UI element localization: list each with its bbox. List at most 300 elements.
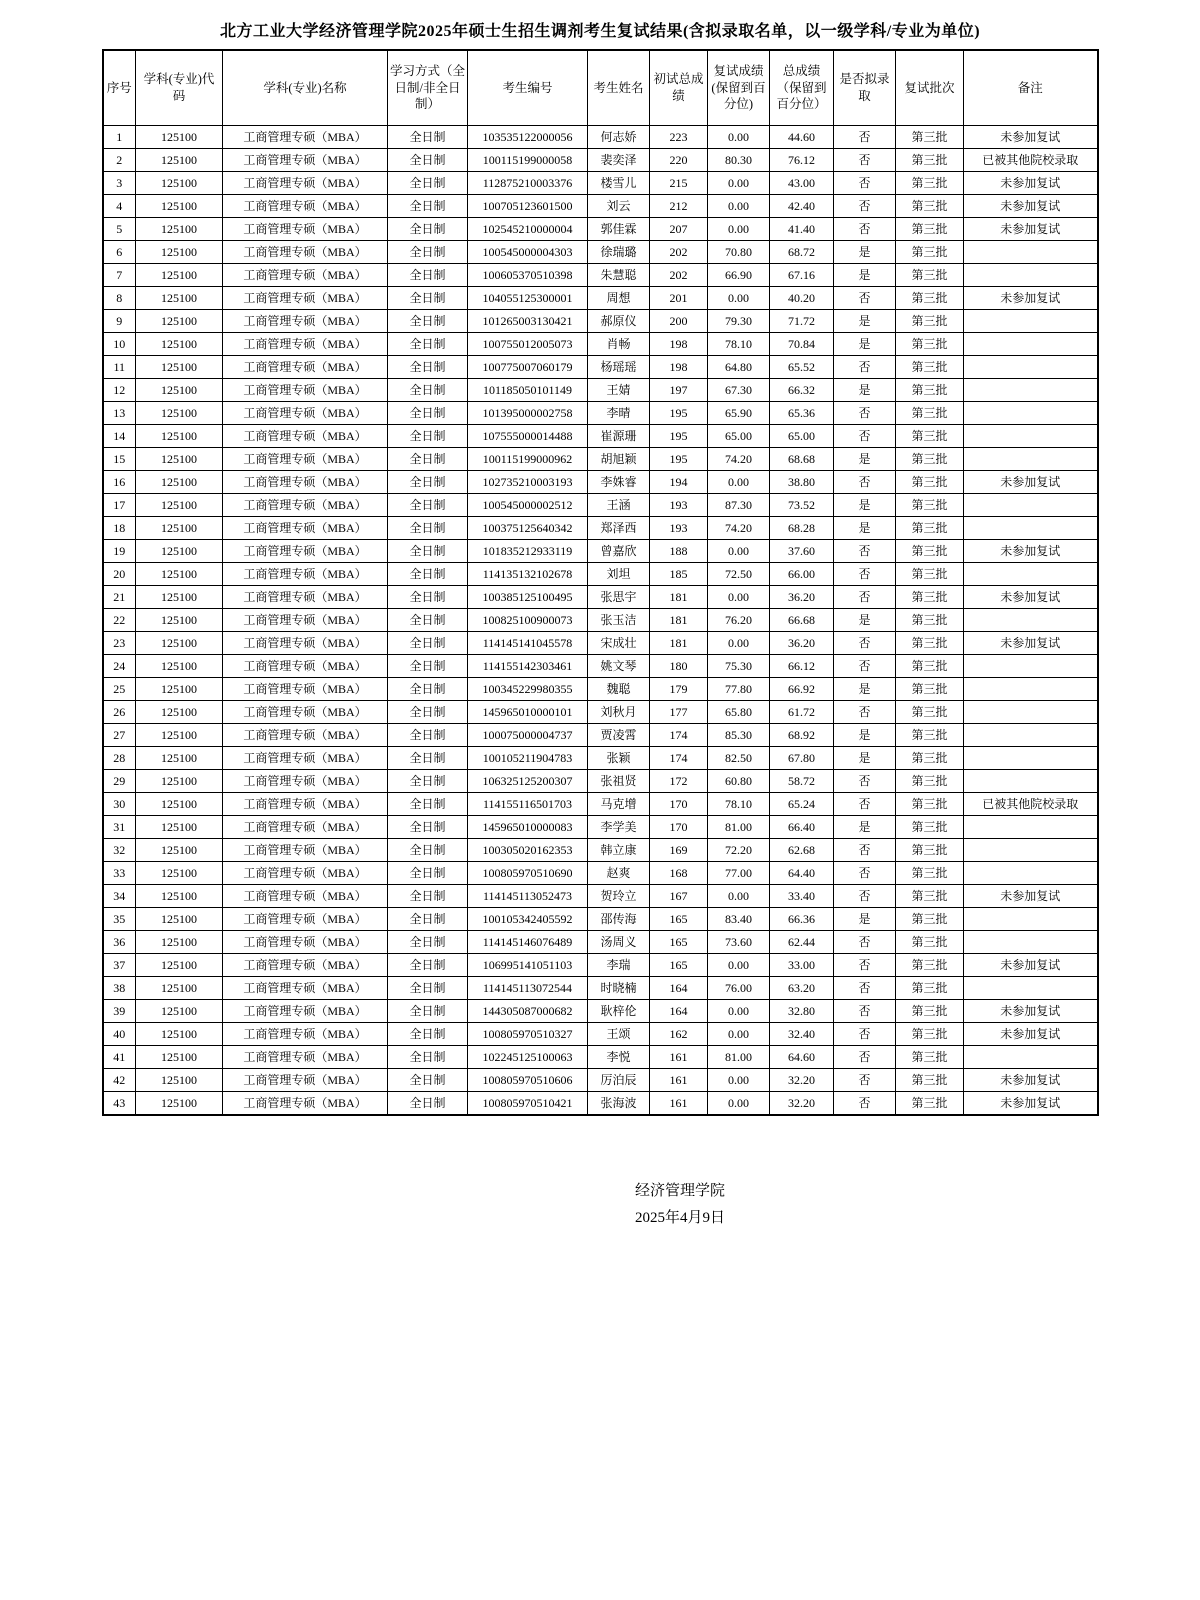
cell-admitted: 否 xyxy=(834,126,896,149)
cell-retest-score: 78.10 xyxy=(708,793,770,816)
cell-retest-score: 85.30 xyxy=(708,724,770,747)
cell-total-score: 71.72 xyxy=(770,310,834,333)
cell-subject-name: 工商管理专硕（MBA） xyxy=(223,448,388,471)
cell-initial-score: 220 xyxy=(650,149,708,172)
cell-retest-batch: 第三批 xyxy=(896,494,964,517)
cell-subject-name: 工商管理专硕（MBA） xyxy=(223,1069,388,1092)
cell-retest-score: 87.30 xyxy=(708,494,770,517)
cell-remark xyxy=(964,678,1098,701)
cell-index: 38 xyxy=(103,977,136,1000)
cell-subject-code: 125100 xyxy=(136,517,223,540)
table-row xyxy=(103,1046,1098,1069)
cell-retest-score: 0.00 xyxy=(708,471,770,494)
cell-subject-code: 125100 xyxy=(136,885,223,908)
cell-total-score: 33.00 xyxy=(770,954,834,977)
cell-candidate-id: 114145146076489 xyxy=(468,931,588,954)
cell-retest-batch: 第三批 xyxy=(896,839,964,862)
table-row xyxy=(103,770,1098,793)
cell-subject-code: 125100 xyxy=(136,839,223,862)
cell-retest-batch: 第三批 xyxy=(896,816,964,839)
cell-initial-score: 200 xyxy=(650,310,708,333)
cell-initial-score: 161 xyxy=(650,1069,708,1092)
cell-retest-batch: 第三批 xyxy=(896,609,964,632)
cell-candidate-name: 李悦 xyxy=(588,1046,650,1069)
cell-index: 22 xyxy=(103,609,136,632)
cell-retest-score: 0.00 xyxy=(708,195,770,218)
table-row xyxy=(103,609,1098,632)
cell-remark xyxy=(964,908,1098,931)
cell-subject-name: 工商管理专硕（MBA） xyxy=(223,747,388,770)
cell-admitted: 否 xyxy=(834,563,896,586)
cell-initial-score: 169 xyxy=(650,839,708,862)
cell-candidate-id: 103535122000056 xyxy=(468,126,588,149)
cell-candidate-name: 时晓楠 xyxy=(588,977,650,1000)
cell-subject-code: 125100 xyxy=(136,954,223,977)
cell-subject-code: 125100 xyxy=(136,609,223,632)
table-row xyxy=(103,310,1098,333)
cell-study-mode: 全日制 xyxy=(388,885,468,908)
cell-admitted: 否 xyxy=(834,632,896,655)
cell-retest-score: 77.00 xyxy=(708,862,770,885)
cell-candidate-name: 张玉洁 xyxy=(588,609,650,632)
cell-subject-name: 工商管理专硕（MBA） xyxy=(223,149,388,172)
cell-retest-score: 0.00 xyxy=(708,1092,770,1116)
cell-admitted: 否 xyxy=(834,701,896,724)
cell-subject-code: 125100 xyxy=(136,1023,223,1046)
cell-total-score: 68.68 xyxy=(770,448,834,471)
cell-retest-score: 75.30 xyxy=(708,655,770,678)
cell-subject-name: 工商管理专硕（MBA） xyxy=(223,954,388,977)
cell-subject-name: 工商管理专硕（MBA） xyxy=(223,632,388,655)
cell-initial-score: 207 xyxy=(650,218,708,241)
header-cell: 学科(专业)代码 xyxy=(136,50,223,126)
cell-retest-batch: 第三批 xyxy=(896,724,964,747)
cell-total-score: 36.20 xyxy=(770,632,834,655)
cell-candidate-name: 何志娇 xyxy=(588,126,650,149)
cell-admitted: 是 xyxy=(834,264,896,287)
table-row xyxy=(103,241,1098,264)
cell-subject-code: 125100 xyxy=(136,655,223,678)
cell-study-mode: 全日制 xyxy=(388,195,468,218)
table-row xyxy=(103,563,1098,586)
cell-candidate-name: 厉泊辰 xyxy=(588,1069,650,1092)
cell-study-mode: 全日制 xyxy=(388,816,468,839)
cell-subject-name: 工商管理专硕（MBA） xyxy=(223,931,388,954)
cell-admitted: 否 xyxy=(834,977,896,1000)
cell-study-mode: 全日制 xyxy=(388,931,468,954)
cell-study-mode: 全日制 xyxy=(388,1069,468,1092)
cell-study-mode: 全日制 xyxy=(388,287,468,310)
cell-subject-name: 工商管理专硕（MBA） xyxy=(223,977,388,1000)
cell-subject-code: 125100 xyxy=(136,195,223,218)
cell-candidate-name: 李瑞 xyxy=(588,954,650,977)
cell-study-mode: 全日制 xyxy=(388,126,468,149)
cell-subject-name: 工商管理专硕（MBA） xyxy=(223,793,388,816)
cell-subject-code: 125100 xyxy=(136,287,223,310)
cell-subject-code: 125100 xyxy=(136,333,223,356)
cell-subject-code: 125100 xyxy=(136,816,223,839)
page-title: 北方工业大学经济管理学院2025年硕士生招生调剂考生复试结果(含拟录取名单，以一级学科/专业为单位) xyxy=(219,23,981,40)
header-cell: 备注 xyxy=(964,50,1098,126)
cell-retest-batch: 第三批 xyxy=(896,655,964,678)
cell-total-score: 64.40 xyxy=(770,862,834,885)
cell-subject-code: 125100 xyxy=(136,724,223,747)
cell-candidate-name: 周想 xyxy=(588,287,650,310)
cell-subject-name: 工商管理专硕（MBA） xyxy=(223,471,388,494)
cell-retest-score: 81.00 xyxy=(708,1046,770,1069)
cell-index: 32 xyxy=(103,839,136,862)
cell-admitted: 是 xyxy=(834,517,896,540)
cell-remark: 已被其他院校录取 xyxy=(964,793,1098,816)
cell-subject-name: 工商管理专硕（MBA） xyxy=(223,517,388,540)
cell-initial-score: 161 xyxy=(650,1092,708,1116)
table-row xyxy=(103,126,1098,149)
table-row xyxy=(103,471,1098,494)
cell-subject-code: 125100 xyxy=(136,264,223,287)
header-cell: 复试成绩(保留到百分位) xyxy=(708,50,770,126)
cell-initial-score: 223 xyxy=(650,126,708,149)
cell-subject-name: 工商管理专硕（MBA） xyxy=(223,126,388,149)
cell-candidate-id: 100805970510606 xyxy=(468,1069,588,1092)
cell-remark: 未参加复试 xyxy=(964,632,1098,655)
cell-subject-name: 工商管理专硕（MBA） xyxy=(223,356,388,379)
cell-subject-code: 125100 xyxy=(136,770,223,793)
cell-initial-score: 174 xyxy=(650,724,708,747)
cell-total-score: 43.00 xyxy=(770,172,834,195)
cell-initial-score: 181 xyxy=(650,586,708,609)
cell-retest-batch: 第三批 xyxy=(896,678,964,701)
cell-initial-score: 162 xyxy=(650,1023,708,1046)
cell-index: 11 xyxy=(103,356,136,379)
cell-index: 15 xyxy=(103,448,136,471)
header-cell: 初试总成绩 xyxy=(650,50,708,126)
cell-initial-score: 164 xyxy=(650,977,708,1000)
header-cell: 总成绩（保留到百分位） xyxy=(770,50,834,126)
cell-study-mode: 全日制 xyxy=(388,609,468,632)
table-row xyxy=(103,149,1098,172)
cell-index: 6 xyxy=(103,241,136,264)
cell-subject-code: 125100 xyxy=(136,494,223,517)
cell-retest-score: 74.20 xyxy=(708,517,770,540)
cell-remark xyxy=(964,655,1098,678)
cell-initial-score: 201 xyxy=(650,287,708,310)
cell-admitted: 是 xyxy=(834,908,896,931)
cell-remark xyxy=(964,701,1098,724)
cell-subject-name: 工商管理专硕（MBA） xyxy=(223,287,388,310)
table-row xyxy=(103,862,1098,885)
cell-candidate-id: 114155142303461 xyxy=(468,655,588,678)
cell-index: 35 xyxy=(103,908,136,931)
cell-index: 21 xyxy=(103,586,136,609)
cell-candidate-id: 145965010000083 xyxy=(468,816,588,839)
cell-study-mode: 全日制 xyxy=(388,862,468,885)
cell-admitted: 否 xyxy=(834,931,896,954)
cell-remark xyxy=(964,609,1098,632)
cell-subject-name: 工商管理专硕（MBA） xyxy=(223,862,388,885)
cell-index: 40 xyxy=(103,1023,136,1046)
cell-study-mode: 全日制 xyxy=(388,172,468,195)
cell-total-score: 66.40 xyxy=(770,816,834,839)
cell-study-mode: 全日制 xyxy=(388,632,468,655)
table-row xyxy=(103,333,1098,356)
table-row xyxy=(103,586,1098,609)
cell-admitted: 是 xyxy=(834,816,896,839)
cell-index: 29 xyxy=(103,770,136,793)
cell-remark xyxy=(964,1046,1098,1069)
cell-retest-score: 0.00 xyxy=(708,218,770,241)
cell-total-score: 67.16 xyxy=(770,264,834,287)
cell-candidate-name: 邵传海 xyxy=(588,908,650,931)
cell-retest-batch: 第三批 xyxy=(896,425,964,448)
cell-admitted: 是 xyxy=(834,678,896,701)
cell-candidate-id: 101185050101149 xyxy=(468,379,588,402)
cell-study-mode: 全日制 xyxy=(388,333,468,356)
cell-initial-score: 161 xyxy=(650,1046,708,1069)
cell-total-score: 41.40 xyxy=(770,218,834,241)
header-cell: 序号 xyxy=(103,50,136,126)
cell-retest-batch: 第三批 xyxy=(896,218,964,241)
cell-subject-name: 工商管理专硕（MBA） xyxy=(223,241,388,264)
cell-retest-score: 66.90 xyxy=(708,264,770,287)
cell-retest-batch: 第三批 xyxy=(896,333,964,356)
cell-initial-score: 181 xyxy=(650,609,708,632)
cell-remark xyxy=(964,425,1098,448)
cell-remark: 未参加复试 xyxy=(964,471,1098,494)
cell-remark: 未参加复试 xyxy=(964,126,1098,149)
cell-subject-code: 125100 xyxy=(136,448,223,471)
cell-index: 30 xyxy=(103,793,136,816)
cell-candidate-id: 100805970510327 xyxy=(468,1023,588,1046)
cell-total-score: 32.40 xyxy=(770,1023,834,1046)
cell-subject-name: 工商管理专硕（MBA） xyxy=(223,586,388,609)
cell-candidate-name: 张颖 xyxy=(588,747,650,770)
cell-candidate-id: 100345229980355 xyxy=(468,678,588,701)
cell-candidate-name: 李学美 xyxy=(588,816,650,839)
cell-candidate-id: 114145141045578 xyxy=(468,632,588,655)
cell-candidate-id: 102245125100063 xyxy=(468,1046,588,1069)
cell-admitted: 是 xyxy=(834,310,896,333)
cell-total-score: 44.60 xyxy=(770,126,834,149)
cell-candidate-name: 张祖贤 xyxy=(588,770,650,793)
cell-total-score: 32.20 xyxy=(770,1069,834,1092)
cell-index: 9 xyxy=(103,310,136,333)
cell-subject-name: 工商管理专硕（MBA） xyxy=(223,701,388,724)
cell-total-score: 68.28 xyxy=(770,517,834,540)
cell-admitted: 否 xyxy=(834,218,896,241)
cell-total-score: 62.44 xyxy=(770,931,834,954)
cell-retest-score: 74.20 xyxy=(708,448,770,471)
cell-retest-batch: 第三批 xyxy=(896,172,964,195)
cell-candidate-id: 101835212933119 xyxy=(468,540,588,563)
cell-subject-code: 125100 xyxy=(136,149,223,172)
cell-index: 4 xyxy=(103,195,136,218)
cell-candidate-id: 100775007060179 xyxy=(468,356,588,379)
cell-index: 25 xyxy=(103,678,136,701)
table-row xyxy=(103,632,1098,655)
table-row xyxy=(103,885,1098,908)
cell-subject-name: 工商管理专硕（MBA） xyxy=(223,655,388,678)
cell-retest-batch: 第三批 xyxy=(896,517,964,540)
cell-remark: 未参加复试 xyxy=(964,195,1098,218)
cell-remark xyxy=(964,563,1098,586)
cell-initial-score: 197 xyxy=(650,379,708,402)
cell-remark: 未参加复试 xyxy=(964,1023,1098,1046)
cell-retest-score: 0.00 xyxy=(708,1000,770,1023)
table-row xyxy=(103,655,1098,678)
cell-admitted: 是 xyxy=(834,448,896,471)
cell-retest-score: 72.20 xyxy=(708,839,770,862)
cell-study-mode: 全日制 xyxy=(388,471,468,494)
cell-study-mode: 全日制 xyxy=(388,678,468,701)
cell-initial-score: 195 xyxy=(650,425,708,448)
header-cell: 考生编号 xyxy=(468,50,588,126)
cell-retest-batch: 第三批 xyxy=(896,264,964,287)
cell-total-score: 64.60 xyxy=(770,1046,834,1069)
cell-candidate-id: 100075000004737 xyxy=(468,724,588,747)
table-row xyxy=(103,218,1098,241)
cell-subject-code: 125100 xyxy=(136,379,223,402)
cell-remark xyxy=(964,931,1098,954)
header-cell: 学习方式（全日制/非全日制） xyxy=(388,50,468,126)
cell-subject-name: 工商管理专硕（MBA） xyxy=(223,1092,388,1116)
cell-retest-batch: 第三批 xyxy=(896,954,964,977)
cell-candidate-id: 145965010000101 xyxy=(468,701,588,724)
cell-retest-score: 0.00 xyxy=(708,586,770,609)
cell-candidate-id: 104055125300001 xyxy=(468,287,588,310)
cell-index: 13 xyxy=(103,402,136,425)
cell-candidate-id: 100115199000962 xyxy=(468,448,588,471)
cell-remark: 已被其他院校录取 xyxy=(964,149,1098,172)
cell-candidate-name: 楼雪儿 xyxy=(588,172,650,195)
cell-retest-batch: 第三批 xyxy=(896,356,964,379)
cell-total-score: 33.40 xyxy=(770,885,834,908)
cell-retest-score: 0.00 xyxy=(708,632,770,655)
cell-index: 10 xyxy=(103,333,136,356)
cell-subject-code: 125100 xyxy=(136,1000,223,1023)
cell-candidate-name: 朱慧聪 xyxy=(588,264,650,287)
cell-study-mode: 全日制 xyxy=(388,310,468,333)
cell-remark xyxy=(964,862,1098,885)
cell-initial-score: 195 xyxy=(650,448,708,471)
cell-retest-batch: 第三批 xyxy=(896,632,964,655)
cell-index: 34 xyxy=(103,885,136,908)
cell-candidate-id: 101265003130421 xyxy=(468,310,588,333)
cell-study-mode: 全日制 xyxy=(388,149,468,172)
cell-remark: 未参加复试 xyxy=(964,218,1098,241)
cell-total-score: 32.80 xyxy=(770,1000,834,1023)
table-row xyxy=(103,287,1098,310)
cell-remark: 未参加复试 xyxy=(964,172,1098,195)
cell-retest-score: 64.80 xyxy=(708,356,770,379)
cell-retest-batch: 第三批 xyxy=(896,126,964,149)
cell-candidate-name: 曾嘉欣 xyxy=(588,540,650,563)
cell-subject-name: 工商管理专硕（MBA） xyxy=(223,839,388,862)
cell-admitted: 否 xyxy=(834,149,896,172)
cell-retest-score: 65.90 xyxy=(708,402,770,425)
cell-total-score: 65.52 xyxy=(770,356,834,379)
cell-retest-score: 83.40 xyxy=(708,908,770,931)
cell-total-score: 66.68 xyxy=(770,609,834,632)
cell-subject-name: 工商管理专硕（MBA） xyxy=(223,172,388,195)
cell-remark xyxy=(964,724,1098,747)
cell-initial-score: 194 xyxy=(650,471,708,494)
cell-candidate-id: 106995141051103 xyxy=(468,954,588,977)
cell-total-score: 67.80 xyxy=(770,747,834,770)
cell-remark xyxy=(964,747,1098,770)
cell-remark xyxy=(964,356,1098,379)
cell-candidate-name: 郝原仪 xyxy=(588,310,650,333)
cell-retest-batch: 第三批 xyxy=(896,540,964,563)
cell-index: 28 xyxy=(103,747,136,770)
cell-study-mode: 全日制 xyxy=(388,747,468,770)
cell-remark: 未参加复试 xyxy=(964,287,1098,310)
cell-study-mode: 全日制 xyxy=(388,1092,468,1116)
cell-total-score: 42.40 xyxy=(770,195,834,218)
cell-candidate-id: 100545000004303 xyxy=(468,241,588,264)
cell-retest-batch: 第三批 xyxy=(896,977,964,1000)
cell-retest-score: 0.00 xyxy=(708,1023,770,1046)
cell-retest-batch: 第三批 xyxy=(896,310,964,333)
cell-index: 7 xyxy=(103,264,136,287)
cell-index: 16 xyxy=(103,471,136,494)
cell-retest-score: 0.00 xyxy=(708,885,770,908)
table-row xyxy=(103,977,1098,1000)
cell-remark xyxy=(964,402,1098,425)
cell-total-score: 38.80 xyxy=(770,471,834,494)
cell-candidate-id: 144305087000682 xyxy=(468,1000,588,1023)
cell-retest-score: 0.00 xyxy=(708,1069,770,1092)
cell-initial-score: 165 xyxy=(650,908,708,931)
cell-total-score: 65.36 xyxy=(770,402,834,425)
cell-subject-code: 125100 xyxy=(136,793,223,816)
cell-retest-batch: 第三批 xyxy=(896,563,964,586)
cell-total-score: 66.92 xyxy=(770,678,834,701)
cell-remark: 未参加复试 xyxy=(964,954,1098,977)
cell-candidate-name: 裴奕泽 xyxy=(588,149,650,172)
cell-admitted: 否 xyxy=(834,954,896,977)
cell-remark: 未参加复试 xyxy=(964,1069,1098,1092)
cell-admitted: 否 xyxy=(834,195,896,218)
cell-total-score: 40.20 xyxy=(770,287,834,310)
cell-initial-score: 195 xyxy=(650,402,708,425)
cell-initial-score: 170 xyxy=(650,793,708,816)
table-row xyxy=(103,701,1098,724)
cell-remark xyxy=(964,264,1098,287)
cell-retest-score: 0.00 xyxy=(708,954,770,977)
cell-admitted: 否 xyxy=(834,1092,896,1116)
table-row xyxy=(103,494,1098,517)
cell-admitted: 否 xyxy=(834,839,896,862)
cell-subject-code: 125100 xyxy=(136,632,223,655)
results-table xyxy=(102,49,1099,1116)
cell-subject-code: 125100 xyxy=(136,126,223,149)
cell-candidate-name: 张思宇 xyxy=(588,586,650,609)
cell-subject-name: 工商管理专硕（MBA） xyxy=(223,218,388,241)
cell-candidate-id: 114145113072544 xyxy=(468,977,588,1000)
cell-subject-code: 125100 xyxy=(136,402,223,425)
cell-initial-score: 215 xyxy=(650,172,708,195)
cell-total-score: 73.52 xyxy=(770,494,834,517)
cell-index: 14 xyxy=(103,425,136,448)
cell-candidate-id: 100755012005073 xyxy=(468,333,588,356)
cell-candidate-name: 王颂 xyxy=(588,1023,650,1046)
cell-retest-batch: 第三批 xyxy=(896,747,964,770)
cell-remark: 未参加复试 xyxy=(964,540,1098,563)
table-row xyxy=(103,172,1098,195)
cell-retest-batch: 第三批 xyxy=(896,195,964,218)
cell-retest-score: 79.30 xyxy=(708,310,770,333)
cell-index: 23 xyxy=(103,632,136,655)
